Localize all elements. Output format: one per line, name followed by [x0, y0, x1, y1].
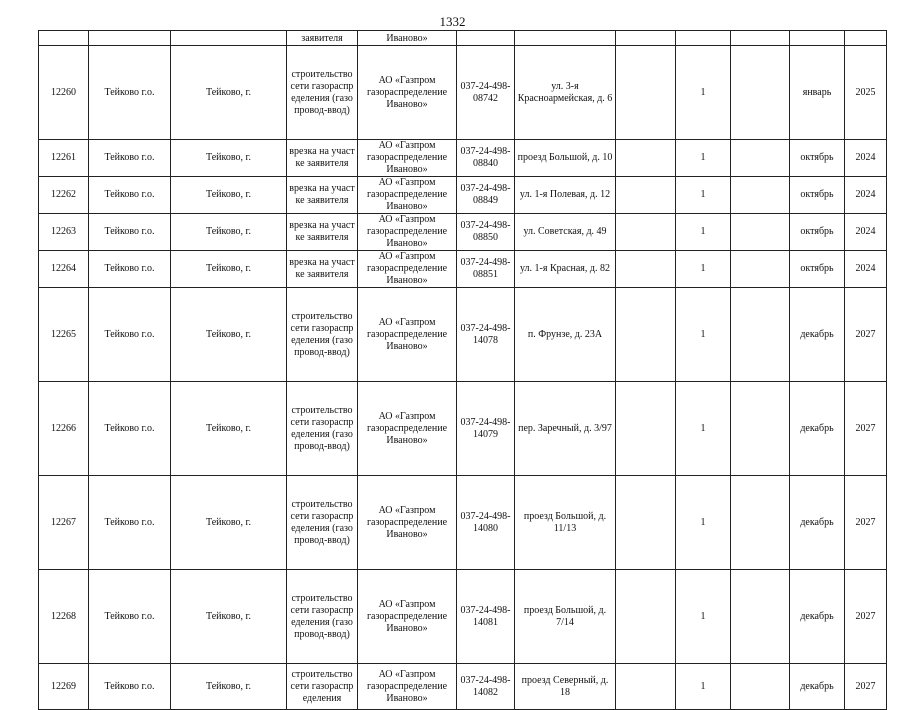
cell-empty-1 [616, 140, 676, 177]
table-row [39, 214, 887, 251]
cell-empty-1 [616, 570, 676, 664]
table-row [39, 382, 887, 476]
table-row [39, 46, 887, 140]
cell-org: АО «Газпром газораспределение Иваново» [358, 140, 457, 177]
cell-empty-2 [731, 251, 790, 288]
cell-count: 1 [676, 476, 731, 570]
cell-locality: Тейково, г. [171, 570, 287, 664]
cell-work: врезка на участке заявителя [287, 251, 358, 288]
cell-org: АО «Газпром газораспределение Иваново» [358, 251, 457, 288]
cell-empty-2 [731, 140, 790, 177]
cell-empty-1 [616, 664, 676, 710]
cell-id: 12262 [39, 177, 89, 214]
cell-year: 2027 [845, 570, 887, 664]
cell-code: 037-24-498-14081 [457, 570, 515, 664]
cell-district: Тейково г.о. [89, 177, 171, 214]
cell-address: пер. Заречный, д. 3/97 [515, 382, 616, 476]
cell-org: Иваново» [358, 31, 457, 46]
cell-count: 1 [676, 214, 731, 251]
cell-month: декабрь [790, 382, 845, 476]
cell-code: 037-24-498-08850 [457, 214, 515, 251]
cell-month: декабрь [790, 288, 845, 382]
table-row [39, 664, 887, 710]
cell-empty-1 [616, 476, 676, 570]
cell-district: Тейково г.о. [89, 382, 171, 476]
cell-empty-2 [731, 31, 790, 46]
cell-locality: Тейково, г. [171, 46, 287, 140]
cell-org: АО «Газпром газораспределение Иваново» [358, 382, 457, 476]
cell-year: 2027 [845, 288, 887, 382]
cell-code: 037-24-498-08851 [457, 251, 515, 288]
cell-year: 2024 [845, 214, 887, 251]
continuation-row [39, 31, 887, 46]
cell-district [89, 31, 171, 46]
table-row [39, 140, 887, 177]
cell-empty-2 [731, 476, 790, 570]
cell-empty-1 [616, 31, 676, 46]
cell-count: 1 [676, 140, 731, 177]
cell-empty-2 [731, 214, 790, 251]
cell-district: Тейково г.о. [89, 251, 171, 288]
cell-id: 12263 [39, 214, 89, 251]
cell-work: заявителя [287, 31, 358, 46]
cell-org: АО «Газпром газораспределение Иваново» [358, 664, 457, 710]
cell-count: 1 [676, 177, 731, 214]
cell-work: строительство сети газораспределения (газопровод-ввод) [287, 288, 358, 382]
cell-locality [171, 31, 287, 46]
cell-address: проезд Большой, д. 10 [515, 140, 616, 177]
cell-year [845, 31, 887, 46]
table-row [39, 288, 887, 382]
cell-district: Тейково г.о. [89, 46, 171, 140]
cell-month: октябрь [790, 177, 845, 214]
cell-locality: Тейково, г. [171, 214, 287, 251]
cell-locality: Тейково, г. [171, 664, 287, 710]
cell-empty-2 [731, 46, 790, 140]
cell-org: АО «Газпром газораспределение Иваново» [358, 570, 457, 664]
cell-month: октябрь [790, 214, 845, 251]
cell-locality: Тейково, г. [171, 140, 287, 177]
cell-year: 2024 [845, 177, 887, 214]
cell-count: 1 [676, 382, 731, 476]
cell-id: 12266 [39, 382, 89, 476]
cell-work: врезка на участке заявителя [287, 177, 358, 214]
cell-address [515, 31, 616, 46]
cell-year: 2024 [845, 140, 887, 177]
cell-address: проезд Северный, д. 18 [515, 664, 616, 710]
cell-empty-2 [731, 177, 790, 214]
cell-month: декабрь [790, 476, 845, 570]
cell-work: врезка на участке заявителя [287, 214, 358, 251]
cell-address: ул. 1-я Полевая, д. 12 [515, 177, 616, 214]
cell-empty-2 [731, 570, 790, 664]
cell-locality: Тейково, г. [171, 476, 287, 570]
page-number: 1332 [439, 14, 466, 29]
cell-locality: Тейково, г. [171, 251, 287, 288]
cell-work: врезка на участке заявителя [287, 140, 358, 177]
cell-month: октябрь [790, 140, 845, 177]
cell-empty-1 [616, 382, 676, 476]
cell-district: Тейково г.о. [89, 664, 171, 710]
cell-code: 037-24-498-14078 [457, 288, 515, 382]
cell-district: Тейково г.о. [89, 140, 171, 177]
cell-work: строительство сети газораспределения (газопровод-ввод) [287, 382, 358, 476]
cell-locality: Тейково, г. [171, 288, 287, 382]
cell-id: 12264 [39, 251, 89, 288]
cell-count [676, 31, 731, 46]
cell-id: 12268 [39, 570, 89, 664]
cell-code: 037-24-498-08742 [457, 46, 515, 140]
cell-code [457, 31, 515, 46]
cell-district: Тейково г.о. [89, 476, 171, 570]
cell-year: 2027 [845, 664, 887, 710]
cell-empty-1 [616, 46, 676, 140]
cell-id: 12265 [39, 288, 89, 382]
cell-org: АО «Газпром газораспределение Иваново» [358, 46, 457, 140]
cell-code: 037-24-498-14079 [457, 382, 515, 476]
cell-month: октябрь [790, 251, 845, 288]
table-row [39, 177, 887, 214]
cell-id: 12260 [39, 46, 89, 140]
cell-month: январь [790, 46, 845, 140]
cell-year: 2027 [845, 382, 887, 476]
table-row [39, 476, 887, 570]
cell-org: АО «Газпром газораспределение Иваново» [358, 214, 457, 251]
cell-year: 2027 [845, 476, 887, 570]
cell-code: 037-24-498-08840 [457, 140, 515, 177]
cell-work: строительство сети газораспределения [287, 664, 358, 710]
cell-empty-1 [616, 251, 676, 288]
cell-month: декабрь [790, 570, 845, 664]
cell-year: 2024 [845, 251, 887, 288]
cell-org: АО «Газпром газораспределение Иваново» [358, 288, 457, 382]
cell-empty-2 [731, 382, 790, 476]
cell-id: 12267 [39, 476, 89, 570]
table-row [39, 570, 887, 664]
cell-address: проезд Большой, д. 7/14 [515, 570, 616, 664]
cell-id [39, 31, 89, 46]
cell-empty-2 [731, 288, 790, 382]
cell-address: п. Фрунзе, д. 23А [515, 288, 616, 382]
cell-count: 1 [676, 664, 731, 710]
cell-code: 037-24-498-14080 [457, 476, 515, 570]
cell-count: 1 [676, 570, 731, 664]
cell-address: ул. 1-я Красная, д. 82 [515, 251, 616, 288]
cell-count: 1 [676, 251, 731, 288]
cell-count: 1 [676, 46, 731, 140]
cell-empty-1 [616, 177, 676, 214]
cell-district: Тейково г.о. [89, 288, 171, 382]
cell-work: строительство сети газораспределения (газопровод-ввод) [287, 476, 358, 570]
cell-locality: Тейково, г. [171, 382, 287, 476]
cell-code: 037-24-498-14082 [457, 664, 515, 710]
cell-work: строительство сети газораспределения (газопровод-ввод) [287, 570, 358, 664]
cell-address: ул. Советская, д. 49 [515, 214, 616, 251]
cell-work: строительство сети газораспределения (газопровод-ввод) [287, 46, 358, 140]
table-body [39, 31, 887, 710]
cell-empty-1 [616, 214, 676, 251]
cell-id: 12269 [39, 664, 89, 710]
cell-address: проезд Большой, д. 11/13 [515, 476, 616, 570]
cell-year: 2025 [845, 46, 887, 140]
cell-id: 12261 [39, 140, 89, 177]
cell-code: 037-24-498-08849 [457, 177, 515, 214]
cell-empty-2 [731, 664, 790, 710]
cell-org: АО «Газпром газораспределение Иваново» [358, 177, 457, 214]
cell-empty-1 [616, 288, 676, 382]
cell-district: Тейково г.о. [89, 214, 171, 251]
cell-org: АО «Газпром газораспределение Иваново» [358, 476, 457, 570]
gas-connection-table [38, 30, 887, 710]
cell-month: декабрь [790, 664, 845, 710]
cell-month [790, 31, 845, 46]
cell-district: Тейково г.о. [89, 570, 171, 664]
cell-count: 1 [676, 288, 731, 382]
cell-locality: Тейково, г. [171, 177, 287, 214]
table-row [39, 251, 887, 288]
cell-address: ул. 3-я Красноармейская, д. 6 [515, 46, 616, 140]
